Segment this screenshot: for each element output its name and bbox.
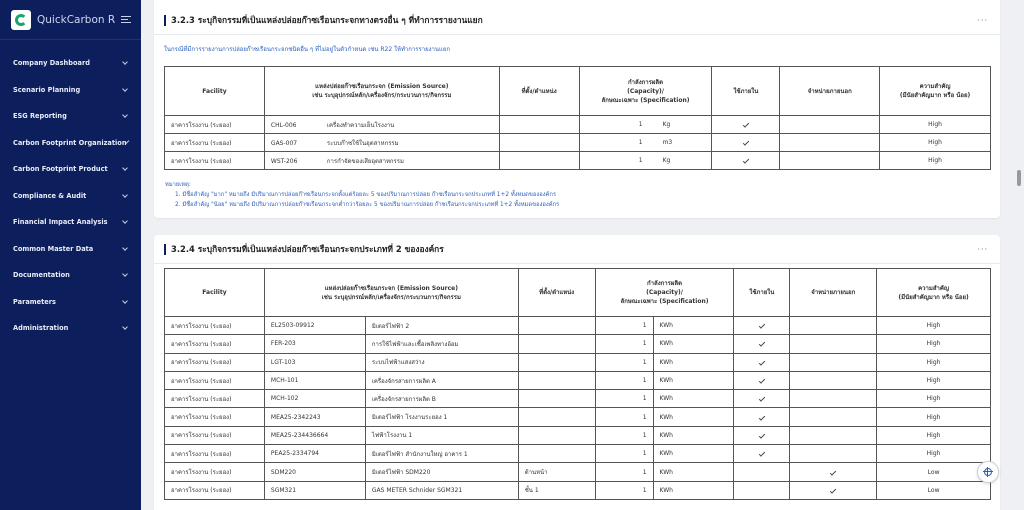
chevron-down-icon [122,324,128,330]
col-facility: Facility [165,269,265,317]
sidebar-item-company-dashboard[interactable] [0,50,141,77]
col-importance: ความสำคัญ (มีนัยสำคัญมาก หรือ น้อย) [877,269,991,317]
chevron-down-icon [122,192,128,198]
sidebar-item-label: Parameters [13,297,56,306]
check-icon [743,157,749,163]
chevron-down-icon [122,298,128,304]
app-name: QuickCarbon R [37,13,116,26]
sidebar-item-label: Carbon Footprint Product [13,165,108,174]
table-row: อาคารโรงงาน (ระยอง) SDM220 มิเตอร์ไฟฟ้า SDM220 ด้านหน้า 1 KWh Low [165,463,991,481]
table-row: อาคารโรงงาน (ระยอง) CHL-006 เครื่องทำความเย็นโรงงาน 1 Kg High [165,116,991,134]
sidebar-item-documentation[interactable] [0,262,141,289]
col-used-internal: ใช้ภายใน [734,269,790,317]
table-row: อาคารโรงงาน (ระยอง) LGT-103 ระบบไฟฟ้าแสงสว่าง 1 KWh High [165,353,991,371]
sidebar-item-carbon-footprint-product[interactable] [0,156,141,183]
sidebar-item-administration[interactable] [0,315,141,342]
col-sold-external: จำหน่ายภายนอก [790,269,877,317]
sidebar-item-label: Documentation [13,271,70,280]
chevron-down-icon [122,112,128,118]
more-options-icon[interactable]: ··· [977,244,988,254]
check-icon [759,432,765,438]
table-row: อาคารโรงงาน (ระยอง) EL2503-09912 มิเตอร์ไฟฟ้า 2 1 KWh High [165,317,991,335]
check-icon [830,469,836,475]
emission-table-scope2 [164,268,991,500]
table-row: อาคารโรงงาน (ระยอง) WST-206 การกำจัดของเสียอุตสาหกรรม 1 Kg High [165,152,991,170]
col-sold-external: จำหน่ายภายนอก [780,67,880,116]
table-row: อาคารโรงงาน (ระยอง) PEA25-2334794 มิเตอร์ไฟฟ้า สำนักงานใหญ่ อาคาร 1 1 KWh High [165,445,991,463]
sidebar-item-label: Administration [13,324,69,333]
check-icon [743,121,749,127]
col-facility: Facility [165,67,265,116]
sidebar [0,0,141,510]
page-scrollbar[interactable] [1017,170,1021,186]
col-location: ที่ตั้ง/ตำแหน่ง [518,269,595,317]
note-1: 1. มีชื่อสำคัญ "มาก" หมายถึง มีปริมาณการปล่อยก๊าซเรือนกระจกตั้งแต่ร้อยละ 5 ของปริมาณการปล่อย ก๊าซเรือนกระจกประเภทที่ 1+2 ทั้งหมดขององค์กร [175,192,557,198]
section-header [154,235,1000,263]
check-icon [759,341,765,347]
table-row: อาคารโรงงาน (ระยอง) MCH-102 เครื่องจักรสายการผลิต B 1 KWh High [165,390,991,408]
check-icon [743,139,749,145]
sidebar-item-label: Carbon Footprint Organization [13,138,127,147]
section-title: 3.2.4 ระบุกิจกรรมที่เป็นแหล่งปล่อยก๊าซเรือนกระจกประเภทที่ 2 ขององค์กร [171,244,444,254]
check-icon [759,359,765,365]
section-header [154,6,1000,34]
sidebar-item-parameters[interactable] [0,289,141,316]
chevron-down-icon [122,59,128,65]
col-capacity: กำลังการผลิต (Capacity)/ ลักษณะเฉพาะ (Specification) [579,67,712,116]
chevron-down-icon [122,271,128,277]
note-2: 2. มีชื่อสำคัญ "น้อย" หมายถึง มีปริมาณการปล่อยก๊าซเรือนกระจกต่ำกว่าร้อยละ 5 ของปริมาณการปล่อย ก๊าซเรือนกระจกประเภทที่ 1+2 ทั้งหมดขององค์กร [175,202,560,208]
more-options-icon[interactable]: ··· [977,15,988,25]
check-icon [759,377,765,383]
brand-header [0,0,141,40]
menu-toggle-icon[interactable] [121,16,131,24]
quickcarbon-logo-icon [11,10,31,30]
table-row: อาคารโรงงาน (ระยอง) FER-203 การใช้ไฟฟ้าและเชื้อเพลิงทางอ้อม 1 KWh High [165,335,991,353]
table-row: อาคารโรงงาน (ระยอง) SGM321 GAS METER Schnider SGM321 ชั้น 1 1 KWh Low [165,481,991,499]
sidebar-nav [0,40,141,342]
main-content [141,0,1024,510]
chevron-down-icon [122,165,128,171]
sidebar-item-scenario-planning[interactable] [0,77,141,104]
table-row: อาคารโรงงาน (ระยอง) MCH-101 เครื่องจักรสายการผลิต A 1 KWh High [165,371,991,389]
col-emission-source: แหล่งปล่อยก๊าซเรือนกระจก (Emission Source) เช่น ระบุอุปกรณ์หลัก/เครื่องจักร/กระบวนการ/กิจกรรม [264,269,518,317]
emission-table-other-direct [164,66,991,170]
section-3-2-3-card [154,0,1000,218]
sidebar-item-label: Scenario Planning [13,85,81,94]
col-emission-source: แหล่งปล่อยก๊าซเรือนกระจก (Emission Source) เช่น ระบุอุปกรณ์หลัก/เครื่องจักร/กระบวนการ/กิจกรรม [264,67,499,116]
floating-action-button[interactable] [977,461,999,483]
col-importance: ความสำคัญ (มีนัยสำคัญมาก หรือ น้อย) [880,67,991,116]
col-capacity: กำลังการผลิต (Capacity)/ ลักษณะเฉพาะ (Specification) [595,269,734,317]
sidebar-item-financial-impact-analysis[interactable] [0,209,141,236]
sidebar-item-esg-reporting[interactable] [0,103,141,130]
sidebar-item-carbon-footprint-organization[interactable] [0,130,141,157]
table-row: อาคารโรงงาน (ระยอง) MEA25-234436664 ไฟฟ้าโรงงาน 1 1 KWh High [165,426,991,444]
sidebar-item-common-master-data[interactable] [0,236,141,263]
sidebar-item-compliance-audit[interactable] [0,183,141,210]
check-icon [759,451,765,457]
notes: หมายเหตุ: 1. มีชื่อสำคัญ "มาก" หมายถึง มีปริมาณการปล่อยก๊าซเรือนกระจกตั้งแต่ร้อยละ 5 ของปริมาณการปล่อย ก๊าซเรือนกระจกประเภทที่ 1+2 ทั้งหมดขององค์กร 2. มีชื่อสำคัญ "น้อย" หมายถึง มีปริมาณการปล่อยก๊าซเรือนกระจกต่ำกว่าร้อยละ 5 ของปริมาณการปล่อย ก๊าซเรือนกระจกประเภทที่ 1+2 ทั้งหมดขององค์กร [165,182,560,208]
sidebar-item-label: Common Master Data [13,244,94,253]
col-location: ที่ตั้ง/ตำแหน่ง [499,67,579,116]
check-icon [759,414,765,420]
chevron-down-icon [122,86,128,92]
sidebar-item-label: Financial Impact Analysis [13,218,108,227]
section-description: ในกรณีที่มีการรายงานการปล่อยก๊าซเรือนกระจกชนิดอื่น ๆ ที่ไม่อยู่ในตัวกำหนด เช่น R22 ให้ทำการรายงานแยก [164,46,451,53]
table-row: อาคารโรงงาน (ระยอง) MEA25-2342243 มิเตอร์ไฟฟ้า โรงงานระยอง 1 1 KWh High [165,408,991,426]
sidebar-item-label: Compliance & Audit [13,191,87,200]
chevron-down-icon [122,218,128,224]
table-row: อาคารโรงงาน (ระยอง) GAS-007 ระบบก๊าซใช้ในอุตสาหกรรม 1 m3 High [165,134,991,152]
sidebar-item-label: ESG Reporting [13,112,67,121]
section-3-2-4-card [154,235,1000,510]
check-icon [830,487,836,493]
chevron-down-icon [122,245,128,251]
check-icon [759,322,765,328]
crosshair-icon [984,468,992,476]
check-icon [759,396,765,402]
col-used-internal: ใช้ภายใน [712,67,780,116]
sidebar-item-label: Company Dashboard [13,59,90,68]
section-title: 3.2.3 ระบุกิจกรรมที่เป็นแหล่งปล่อยก๊าซเรือนกระจกทางตรงอื่น ๆ ที่ทำการรายงานแยก [171,15,483,25]
